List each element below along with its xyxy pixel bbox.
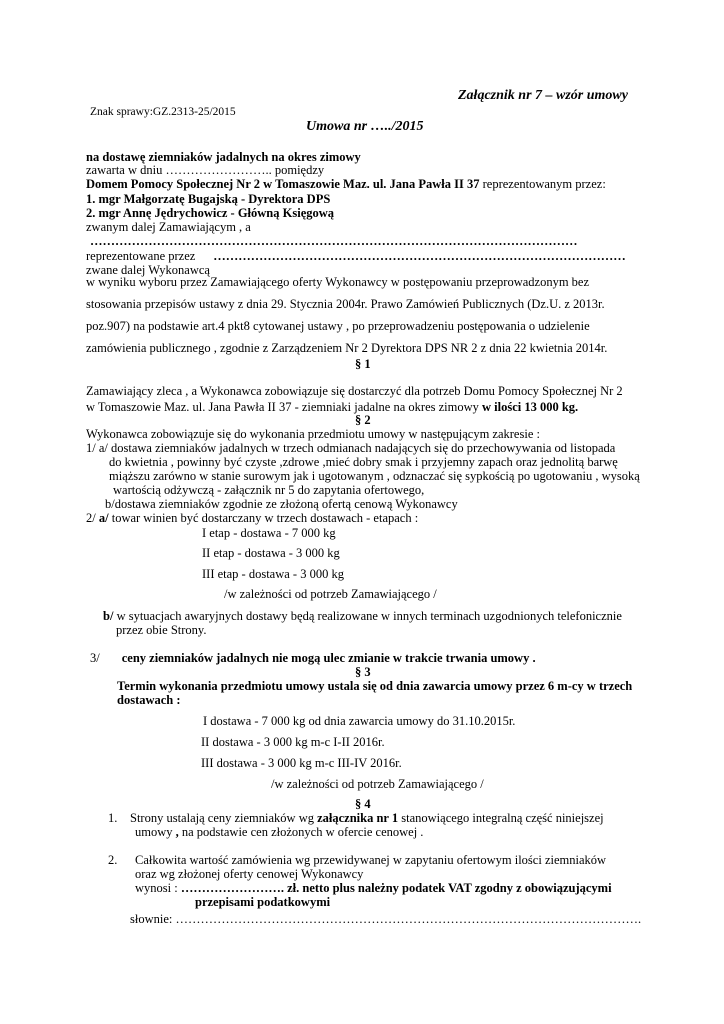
stage-2: II etap - dostawa - 3 000 kg — [202, 546, 340, 560]
section-4-item-2-number: 2. — [108, 853, 118, 867]
represented-by-label: reprezentowane przez — [86, 249, 196, 263]
stage-1: I etap - dostawa - 7 000 kg — [202, 526, 336, 540]
section-2-intro: Wykonawca zobowiązuje się do wykonania przedmiotu umowy w następującym zakresie : — [86, 427, 540, 441]
section-2-point-1a-line-4: wartością odżywczą - załącznik nr 5 do zapytania ofertowego, — [113, 483, 425, 497]
basis-line-3: poz.907) na podstawie art.4 pkt8 cytowanej ustawy , po przeprowadzeniu postępowania o udzielenie — [86, 319, 590, 333]
party-one — [86, 177, 606, 192]
section-2-point-2b-line-2: przez obie Strony. — [116, 623, 207, 637]
contract-subject: na dostawę ziemniaków jadalnych na okres zimowy — [86, 150, 361, 164]
point-3-number: 3/ — [90, 651, 100, 665]
section-3-line-2: dostawach : — [117, 693, 181, 707]
section-1-quantity: w ilości 13 000 kg. — [482, 400, 579, 414]
point-2a-text: towar winien być dostarczany w trzech dostawach - etapach : — [108, 511, 419, 525]
item-1-annex: załącznika nr 1 — [317, 811, 399, 825]
stage-3: III etap - dostawa - 3 000 kg — [202, 567, 344, 581]
section-1-text: w Tomaszowie Maz. ul. Jana Pawła II 37 - ziemniaki jadalne na okres zimowy — [86, 400, 482, 414]
delivery-3: III dostawa - 3 000 kg m-c III-IV 2016r. — [201, 756, 402, 770]
words-blank: …………………………………………………………………………………………………. — [175, 912, 642, 926]
item-1-line-2-comma: , — [175, 825, 179, 839]
delivery-2: II dostawa - 3 000 kg m-c I-II 2016r. — [201, 735, 385, 749]
concluded-date: zawarta w dniu …………………….. pomiędzy — [86, 163, 325, 177]
representative-1: 1. mgr Małgorzatę Bugajską - Dyrektora DPS — [86, 192, 331, 206]
section-4-item-1-line-1 — [130, 811, 604, 826]
section-1-line-1: Zamawiający zleca , a Wykonawca zobowiązuje się dostarczyć dla potrzeb Domu Pomocy Społecznej Nr 2 — [86, 384, 623, 398]
delivery-1: I dostawa - 7 000 kg od dnia zawarcia umowy do 31.10.2015r. — [203, 714, 516, 728]
item-2-amount-label: wynosi : — [135, 881, 181, 895]
section-4-item-2-words — [130, 912, 641, 927]
contract-title: Umowa nr …../2015 — [306, 119, 424, 134]
section-2-point-3 — [90, 651, 536, 666]
section-2-point-2a — [86, 511, 418, 526]
point-2b-text: w sytuacjach awaryjnych dostawy będą realizowane w innych terminach uzgodnionych telefonicznie — [113, 609, 622, 623]
party-one-representation: reprezentowanym przez: — [479, 177, 606, 191]
section-4-item-2-line-1: Całkowita wartość zamówienia wg przewidywanej w zapytaniu ofertowym ilości ziemniaków — [135, 853, 607, 867]
representative-2: 2. mgr Annę Jędrychowicz - Główną Księgową — [86, 206, 335, 220]
annex-label: Załącznik nr 7 – wzór umowy — [458, 88, 628, 103]
delivery-note: /w zależności od potrzeb Zamawiającego / — [271, 777, 484, 791]
words-label: słownie: — [130, 912, 176, 926]
section-1-line-2 — [86, 400, 578, 415]
basis-line-4: zamówienia publicznego , zgodnie z Zarządzeniem Nr 2 Dyrektora DPS NR 2 z dnia 22 kwietnia 2014r. — [86, 341, 608, 355]
party-one-name: Domem Pomocy Społecznej Nr 2 w Tomaszowie Maz. ul. Jana Pawła II 37 — [86, 177, 480, 191]
section-4-heading: § 4 — [355, 797, 371, 811]
stage-note: /w zależności od potrzeb Zamawiającego / — [224, 587, 437, 601]
section-3-heading: § 3 — [355, 665, 371, 679]
section-1-heading: § 1 — [355, 357, 371, 371]
item-1-line-2-b: na podstawie cen złożonych w ofercie cenowej . — [178, 825, 424, 839]
section-2-point-1a-line-1: 1/ a/ dostawa ziemniaków jadalnych w trzech odmianach nadających się do przechowywania od listopada — [86, 441, 616, 455]
section-4-item-1-line-2 — [135, 825, 423, 840]
section-2-point-2b — [103, 609, 622, 624]
contractor-blank: ……………………………………………………………………………………………………… — [90, 234, 578, 248]
point-3-text: ceny ziemniaków jadalnych nie mogą ulec zmianie w trakcie trwania umowy . — [121, 651, 536, 665]
section-4-item-2-line-2: oraz wg złożonej oferty cenowej Wykonawcy — [135, 867, 364, 881]
item-1-text-b: stanowiącego integralną część niniejszej — [398, 811, 604, 825]
represented-by-blank: ……………………………………………………………………………………… — [213, 249, 626, 263]
ordering-party-label: zwanym dalej Zamawiającym , a — [86, 220, 251, 234]
basis-line-2: stosowania przepisów ustawy z dnia 29. Stycznia 2004r. Prawo Zamówień Publicznych (Dz.U. z 2013r. — [86, 297, 605, 311]
point-2-number: 2/ — [86, 511, 99, 525]
section-2-heading: § 2 — [355, 413, 371, 427]
section-2-point-1a-line-3: miąższu zarówno w stanie surowym jak i ugotowanym , odznaczać się sypkością po ugotowaniu , wysoką — [109, 469, 640, 483]
section-4-item-2-line-4: przepisami podatkowymi — [195, 895, 331, 909]
represented-by — [86, 249, 626, 264]
section-2-point-1b: b/dostawa ziemniaków zgodnie ze złożoną ofertą cenową Wykonawcy — [105, 497, 458, 511]
section-4-item-2-line-3 — [135, 881, 612, 896]
item-1-text-a: Strony ustalają ceny ziemniaków wg — [130, 811, 318, 825]
item-1-line-2-a: umowy — [135, 825, 176, 839]
point-2b-letter: b/ — [103, 609, 114, 623]
point-2a-letter: a/ — [98, 511, 109, 525]
section-3-line-1: Termin wykonania przedmiotu umowy ustala się od dnia zawarcia umowy przez 6 m-cy w trzech — [117, 679, 633, 693]
basis-line-1: w wyniku wyboru przez Zamawiającego oferty Wykonawcy w postępowaniu przeprowadzonym bez — [86, 275, 590, 289]
item-2-amount: ……………………. zł. netto plus należny podatek VAT zgodny z obowiązującymi — [180, 881, 612, 895]
section-4-item-1-number: 1. — [108, 811, 118, 825]
section-2-point-1a-line-2: do kwietnia , powinny być czyste ,zdrowe ,mieć dobry smak i przyjemny zapach oraz jednolitą barwę — [109, 455, 618, 469]
case-number: Znak sprawy:GZ.2313-25/2015 — [90, 106, 236, 118]
contractor-label: zwane dalej Wykonawcą — [86, 263, 210, 277]
